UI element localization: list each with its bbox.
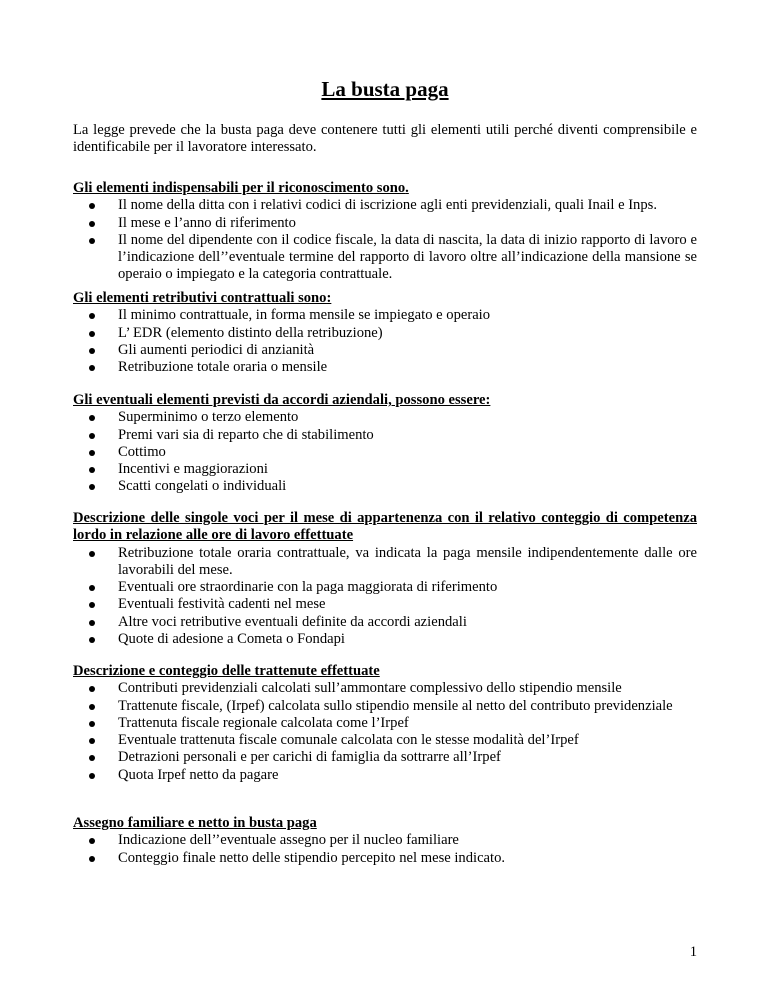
document-title: La busta paga (321, 77, 449, 101)
bullet-icon (89, 467, 95, 473)
bullet-icon (89, 602, 95, 608)
list-item-text: Il nome della ditta con i relativi codici di iscrizione agli enti previdenziali, quali Inail e Inps. (118, 197, 657, 214)
bullet-list (73, 832, 697, 867)
list-item (73, 767, 697, 784)
list-item (73, 359, 697, 376)
list-item-text: Eventuali ore straordinarie con la paga maggiorata di riferimento (118, 579, 498, 596)
bullet-icon (89, 484, 95, 490)
section-heading-text: Gli eventuali elementi previsti da accordi aziendali, possono essere: (73, 392, 491, 408)
intro-paragraph: La legge prevede che la busta paga deve contenere tutti gli elementi utili perché diventi comprensibile e identificabile per il lavoratore interessato. (73, 122, 697, 156)
bullet-list (73, 545, 697, 649)
list-item (73, 715, 697, 732)
bullet-list (73, 409, 697, 495)
list-item (73, 461, 697, 478)
list-item-text: Eventuali festività cadenti nel mese (118, 596, 326, 613)
bullet-list (73, 680, 697, 784)
bullet-icon (89, 721, 95, 727)
section-voci-mese (73, 510, 697, 648)
list-item-text: Conteggio finale netto delle stipendio percepito nel mese indicato. (118, 849, 506, 866)
list-item (73, 749, 697, 766)
list-item-text: Trattenuta fiscale regionale calcolata come l’Irpef (118, 714, 409, 731)
section-heading (73, 392, 697, 409)
list-item-text: Quota Irpef netto da pagare (118, 766, 279, 783)
section-heading (73, 663, 697, 680)
list-item-text: L’ EDR (elemento distinto della retribuzione) (118, 324, 383, 341)
list-item (73, 545, 697, 580)
section-heading (73, 290, 697, 307)
list-item (73, 732, 697, 749)
list-item (73, 197, 697, 214)
bullet-icon (89, 221, 95, 227)
document-page (73, 0, 697, 994)
list-item-text: Superminimo o terzo elemento (118, 409, 299, 426)
bullet-icon (89, 203, 95, 209)
list-item (73, 342, 697, 359)
bullet-icon (89, 415, 95, 421)
list-item (73, 614, 697, 631)
list-item-text: Trattenute fiscale, (Irpef) calcolata sullo stipendio mensile al netto del contributo previdenziale (118, 697, 673, 714)
list-item-text: Scatti congelati o individuali (118, 478, 287, 495)
section-heading-text: Descrizione delle singole voci per il mese di appartenenza con il relativo conteggio di competenza lordo in relazione alle ore di lavoro effettuate (73, 510, 697, 544)
bullet-icon (89, 450, 95, 456)
list-item-text: Il minimo contrattuale, in forma mensile se impiegato e operaio (118, 307, 491, 324)
section-accordi-aziendali (73, 392, 697, 496)
section-heading (73, 510, 697, 545)
list-item (73, 325, 697, 342)
list-item-text: Retribuzione totale oraria o mensile (118, 359, 328, 376)
bullet-icon (89, 433, 95, 439)
list-item (73, 307, 697, 324)
section-trattenute (73, 663, 697, 784)
list-item (73, 850, 697, 867)
bullet-list (73, 197, 697, 283)
page-number: 1 (689, 944, 697, 960)
list-item (73, 232, 697, 284)
bullet-icon (89, 773, 95, 779)
list-item (73, 596, 697, 613)
list-item-text: Altre voci retributive eventuali definite da accordi aziendali (118, 613, 467, 630)
list-item (73, 409, 697, 426)
list-item (73, 579, 697, 596)
section-retributivi (73, 290, 697, 376)
list-item (73, 832, 697, 849)
list-item-text: Retribuzione totale oraria contrattuale, va indicata la paga mensile indipendentemente dalle ore lavorabili del mese. (118, 544, 697, 578)
list-item-text: Cottimo (118, 443, 166, 460)
section-heading-text: Gli elementi indispensabili per il riconoscimento sono (73, 180, 406, 196)
bullet-icon (89, 838, 95, 844)
list-item (73, 427, 697, 444)
list-item (73, 215, 697, 232)
bullet-icon (89, 856, 95, 862)
list-item (73, 444, 697, 461)
bullet-icon (89, 738, 95, 744)
section-heading-text: Assegno familiare e netto in busta paga (73, 815, 317, 831)
bullet-icon (89, 348, 95, 354)
list-item-text: Contributi previdenziali calcolati sull’ammontare complessivo dello stipendio mensile (118, 680, 622, 697)
bullet-icon (89, 755, 95, 761)
section-assegno-netto (73, 815, 697, 867)
bullet-icon (89, 585, 95, 591)
bullet-icon (89, 331, 95, 337)
list-item-text: Detrazioni personali e per carichi di famiglia da sottrarre all’Irpef (118, 749, 501, 766)
section-heading-punct: : (326, 290, 332, 306)
bullet-icon (89, 238, 95, 244)
bullet-icon (89, 313, 95, 319)
list-item (73, 631, 697, 648)
section-heading-text: Descrizione e conteggio delle trattenute effettuate (73, 663, 380, 679)
bullet-icon (89, 637, 95, 643)
list-item-text: Il mese e l’anno di riferimento (118, 214, 296, 231)
bullet-icon (89, 620, 95, 626)
bullet-icon (89, 686, 95, 692)
list-item-text: Eventuale trattenuta fiscale comunale calcolata con le stesse modalità del’Irpef (118, 732, 579, 749)
list-item-text: Premi vari sia di reparto che di stabilimento (118, 426, 374, 443)
list-item-text: Quote di adesione a Cometa o Fondapi (118, 631, 345, 648)
list-item-text: Il nome del dipendente con il codice fiscale, la data di nascita, la data di inizio rapporto di lavoro e l’indicazione dell’’eventuale termine del rapporto di lavoro oltre all’indicazione della mansione se operaio o impiegato e la categoria contrattuale. (118, 231, 697, 283)
bullet-icon (89, 704, 95, 710)
list-item (73, 698, 697, 715)
list-item (73, 680, 697, 697)
list-item-text: Gli aumenti periodici di anzianità (118, 341, 315, 358)
bullet-icon (89, 551, 95, 557)
section-heading (73, 815, 697, 832)
list-item-text: Indicazione dell’’eventuale assegno per il nucleo familiare (118, 832, 459, 849)
list-item (73, 478, 697, 495)
section-heading-text: Gli elementi retributivi contrattuali sono (73, 290, 327, 306)
section-riconoscimento (73, 180, 697, 284)
list-item-text: Incentivi e maggiorazioni (118, 461, 268, 478)
bullet-icon (89, 365, 95, 371)
section-heading (73, 180, 697, 197)
bullet-list (73, 307, 697, 376)
section-heading-punct: . (405, 180, 409, 196)
